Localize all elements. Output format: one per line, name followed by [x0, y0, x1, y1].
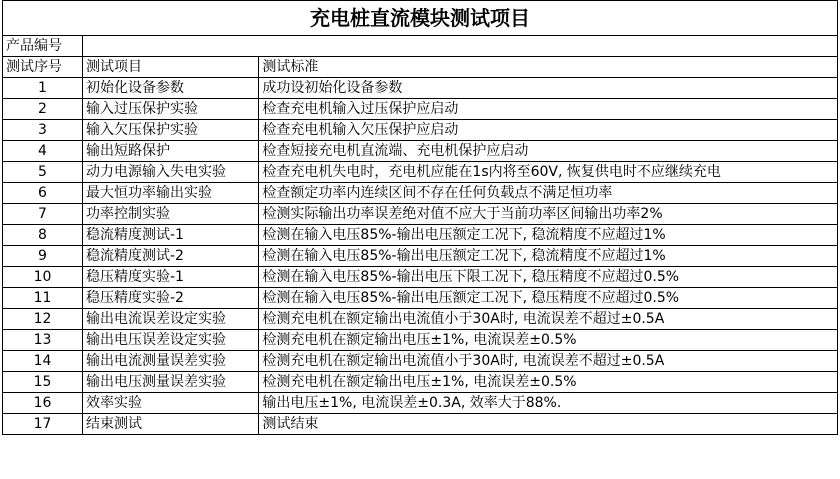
- test-items-table: [2, 0, 838, 435]
- row-item: 输出电压误差设定实验: [83, 330, 259, 351]
- table-row: [3, 120, 838, 141]
- row-seq: 6: [3, 183, 83, 204]
- row-standard: 检查充电机失电时，充电机应能在1s内将至60V, 恢复供电时不应继续充电: [259, 162, 838, 183]
- table-row: [3, 414, 838, 435]
- table-row: [3, 225, 838, 246]
- table-row: [3, 351, 838, 372]
- row-standard: 检测在输入电压85%-输出电压额定工况下, 稳流精度不应超过1%: [259, 225, 838, 246]
- test-items-sheet: [2, 0, 838, 435]
- row-item: 输入欠压保护实验: [83, 120, 259, 141]
- header-item: 测试项目: [83, 57, 259, 78]
- row-standard: 检测充电机在额定输出电压±1%, 电流误差±0.5%: [259, 372, 838, 393]
- table-row: [3, 141, 838, 162]
- row-item: 输出短路保护: [83, 141, 259, 162]
- row-item: 输出电压测量误差实验: [83, 372, 259, 393]
- row-seq: 16: [3, 393, 83, 414]
- header-seq: 测试序号: [3, 57, 83, 78]
- row-standard: 测试结束: [259, 414, 838, 435]
- row-seq: 4: [3, 141, 83, 162]
- table-row: [3, 372, 838, 393]
- row-standard: 检测充电机在额定输出电流值小于30A时, 电流误差不超过±0.5A: [259, 309, 838, 330]
- table-row: [3, 162, 838, 183]
- table-title: 充电桩直流模块测试项目: [3, 1, 838, 36]
- row-item: 功率控制实验: [83, 204, 259, 225]
- row-seq: 5: [3, 162, 83, 183]
- table-row: [3, 267, 838, 288]
- row-item: 稳流精度测试-1: [83, 225, 259, 246]
- row-standard: 检测充电机在额定输出电压±1%, 电流误差±0.5%: [259, 330, 838, 351]
- table-row: [3, 99, 838, 120]
- row-standard: 检查额定功率内连续区间不存在任何负载点不满足恒功率: [259, 183, 838, 204]
- row-item: 动力电源输入失电实验: [83, 162, 259, 183]
- row-item: 效率实验: [83, 393, 259, 414]
- row-seq: 13: [3, 330, 83, 351]
- product-code-value[interactable]: [83, 36, 838, 57]
- row-seq: 1: [3, 78, 83, 99]
- row-seq: 3: [3, 120, 83, 141]
- row-seq: 17: [3, 414, 83, 435]
- product-code-label: 产品编号: [3, 36, 83, 57]
- table-row: [3, 309, 838, 330]
- row-standard: 检测实际输出功率误差绝对值不应大于当前功率区间输出功率2%: [259, 204, 838, 225]
- row-seq: 10: [3, 267, 83, 288]
- row-seq: 14: [3, 351, 83, 372]
- table-row: [3, 204, 838, 225]
- header-row: [3, 57, 838, 78]
- row-item: 初始化设备参数: [83, 78, 259, 99]
- row-seq: 12: [3, 309, 83, 330]
- row-standard: 检查充电机输入过压保护应启动: [259, 99, 838, 120]
- product-code-row: [3, 36, 838, 57]
- row-item: 稳流精度测试-2: [83, 246, 259, 267]
- row-standard: 检查短接充电机直流端、充电机保护应启动: [259, 141, 838, 162]
- row-seq: 7: [3, 204, 83, 225]
- row-item: 结束测试: [83, 414, 259, 435]
- title-row: [3, 1, 838, 36]
- row-seq: 2: [3, 99, 83, 120]
- table-row: [3, 78, 838, 99]
- row-item: 输出电流测量误差实验: [83, 351, 259, 372]
- table-row: [3, 330, 838, 351]
- table-row: [3, 288, 838, 309]
- row-seq: 9: [3, 246, 83, 267]
- row-standard: 成功设初始化设备参数: [259, 78, 838, 99]
- row-seq: 15: [3, 372, 83, 393]
- row-seq: 11: [3, 288, 83, 309]
- row-item: 输出电流误差设定实验: [83, 309, 259, 330]
- table-row: [3, 246, 838, 267]
- row-standard: 检查充电机输入欠压保护应启动: [259, 120, 838, 141]
- row-item: 稳压精度实验-2: [83, 288, 259, 309]
- row-item: 最大恒功率输出实验: [83, 183, 259, 204]
- row-standard: 检测在输入电压85%-输出电压额定工况下, 稳流精度不应超过1%: [259, 246, 838, 267]
- row-seq: 8: [3, 225, 83, 246]
- table-row: [3, 183, 838, 204]
- table-row: [3, 393, 838, 414]
- row-standard: 输出电压±1%, 电流误差±0.3A, 效率大于88%.: [259, 393, 838, 414]
- row-item: 稳压精度实验-1: [83, 267, 259, 288]
- row-standard: 检测在输入电压85%-输出电压额定工况下, 稳压精度不应超过0.5%: [259, 288, 838, 309]
- row-standard: 检测充电机在额定输出电流值小于30A时, 电流误差不超过±0.5A: [259, 351, 838, 372]
- header-standard: 测试标准: [259, 57, 838, 78]
- row-item: 输入过压保护实验: [83, 99, 259, 120]
- row-standard: 检测在输入电压85%-输出电压下限工况下, 稳压精度不应超过0.5%: [259, 267, 838, 288]
